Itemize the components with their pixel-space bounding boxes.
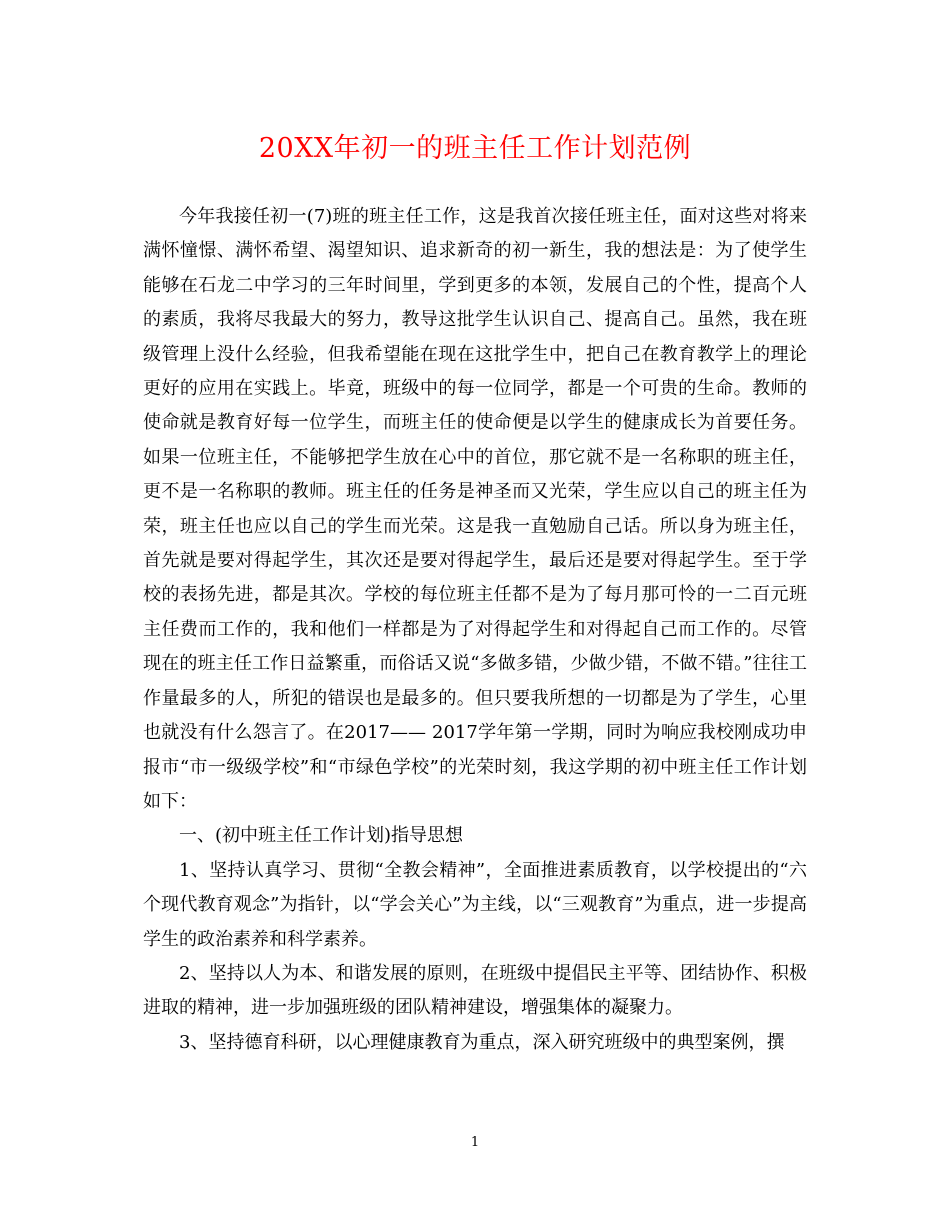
guideline-item-3: 3、坚持德育科研，以心理健康教育为重点，深入研究班级中的典型案例，撰 [179, 1031, 785, 1053]
guideline-item-2: 2、坚持以人为本、和谐发展的原则，在班级中提倡民主平等、团结协作、积极进取的精神，进一步加强班级的团队精神建设，增强集体的凝聚力。 [143, 962, 807, 1019]
section-heading-guiding-ideology: 一、(初中班主任工作计划)指导思想 [179, 825, 464, 847]
guideline-item-1: 1、坚持认真学习、贯彻“全教会精神”，全面推进素质教育，以学校提出的“六个现代教育观念”为指针，以“学会关心”为主线，以“三观教育”为重点，进一步提高学生的政治素养和科学素养。 [143, 859, 807, 950]
document-title: 20XX年初一的班主任工作计划范例 [258, 133, 692, 164]
page-number: 1 [470, 1135, 480, 1150]
document-body [143, 200, 807, 1060]
intro-paragraph: 今年我接任初一(7)班的班主任工作，这是我首次接任班主任，面对这些对将来满怀憧憬、满怀希望、渴望知识、追求新奇的初一新生，我的想法是：为了使学生能够在石龙二中学习的三年时间里，学到更多的本领，发展自己的个性，提高个人的素质，我将尽我最大的努力，教导这批学生认识自己、提高自己。虽然，我在班级管理上没什么经验，但我希望能在现在这批学生中，把自己在教育教学上的理论更好的应用在实践上。毕竟，班级中的每一位同学，都是一个可贵的生命。教师的使命就是教育好每一位学生，而班主任的使命便是以学生的健康成长为首要任务。如果一位班主任，不能够把学生放在心中的首位，那它就不是一名称职的班主任，更不是一名称职的教师。班主任的任务是神圣而又光荣，学生应以自己的班主任为荣，班主任也应以自己的学生而光荣。这是我一直勉励自己话。所以身为班主任，首先就是要对得起学生，其次还是要对得起学生，最后还是要对得起学生。至于学校的表扬先进，都是其次。学校的每位班主任都不是为了每月那可怜的一二百元班主任费而工作的，我和他们一样都是为了对得起学生和对得起自己而工作的。尽管现在的班主任工作日益繁重，而俗话又说“多做多错，少做少错，不做不错。”往往工作量最多的人，所犯的错误也是最多的。但只要我所想的一切都是为了学生，心里也就没有什么怨言了。在2017—— 2017学年第一学期，同时为响应我校刚成功申报市“市一级级学校”和“市绿色学校”的光荣时刻，我这学期的初中班主任工作计划如下： [143, 206, 807, 812]
